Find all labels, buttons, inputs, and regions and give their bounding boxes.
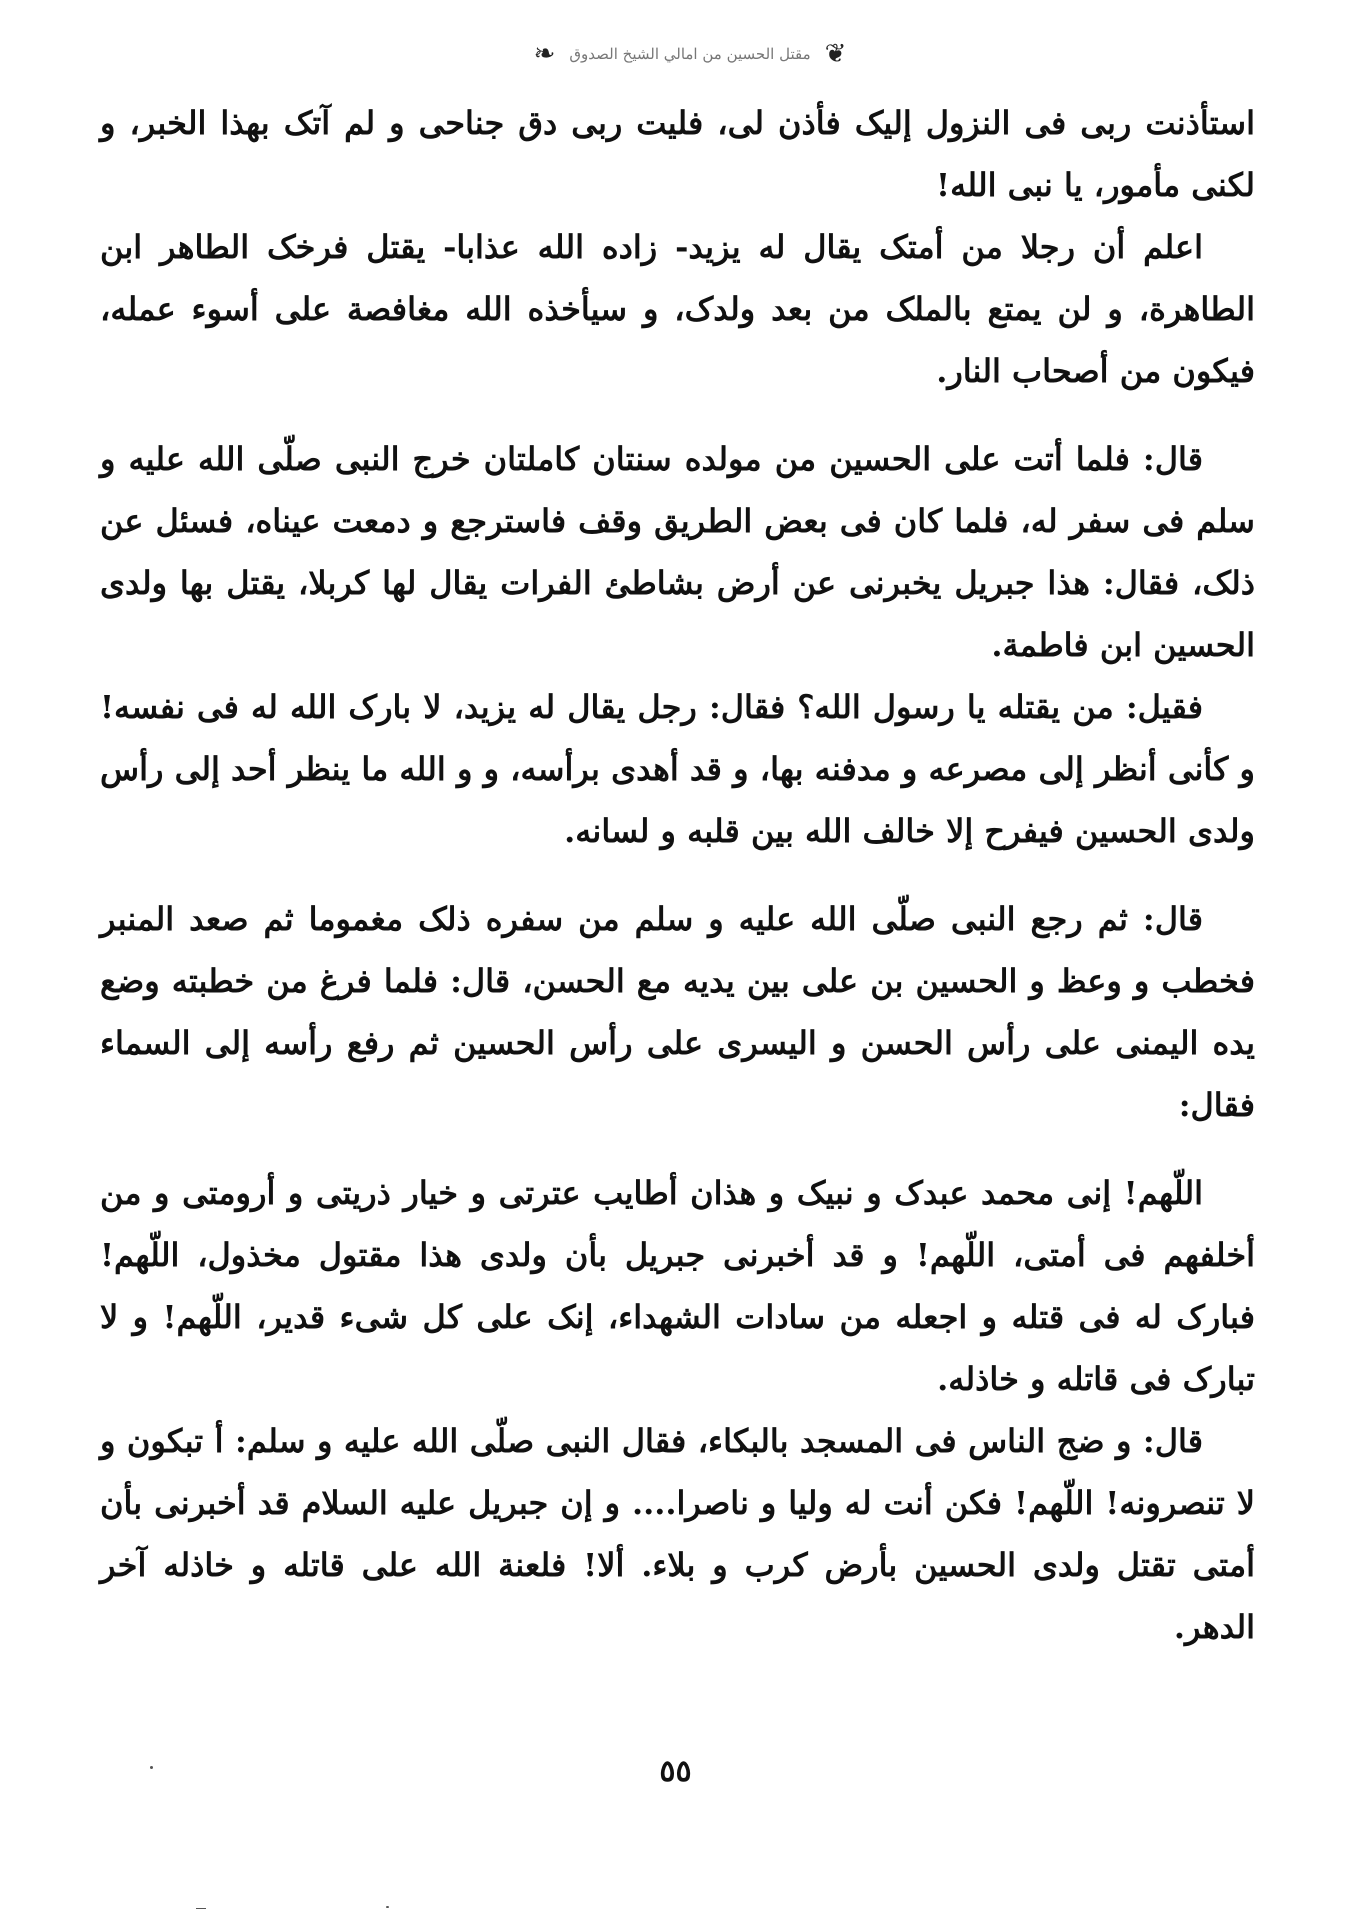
paragraph-gap [100, 402, 1255, 428]
paragraph-gap [100, 1136, 1255, 1162]
paragraph: اعلم أن رجلا من أمتک یقال له یزید- زاده الله عذابا- یقتل فرخک الطاهر ابن الطاهرة، و لن یمتع بالملک من بعد ولدک، و سیأخذه الله مغافصة علی أسوء عمله، فیکون من أصحاب النار. [100, 228, 1256, 390]
paragraph: فقیل: من یقتله یا رسول الله؟ فقال: رجل یقال له یزید، لا بارک الله له فی نفسه! و کأنی أنظر إلی مصرعه و مدفنه بها، و قد أهدی برأسه، و و الله ما ینظر أحد إلی رأس ولدی الحسین فیفرح إلا خالف الله بین قلبه و لسانه. [100, 688, 1255, 850]
page-number: ٥٥ [659, 1754, 692, 1789]
ornament-icon: ❧ [533, 39, 556, 69]
running-header [470, 36, 910, 72]
scan-speck [196, 1908, 206, 1909]
ornament-icon: ❦ [824, 39, 847, 69]
running-title: مقتل الحسين من امالي الشيخ الصدوق [569, 45, 811, 63]
scan-speck [386, 1906, 389, 1908]
scan-speck [150, 1766, 153, 1769]
paragraph-gap [100, 862, 1255, 888]
paragraph: قال: و ضج الناس فی المسجد بالبکاء، فقال النبی صلّی الله علیه و سلم: أ تبکون و لا تنصرونه! اللّهم! فکن أنت له ولیا و ناصرا.... و إن جبریل علیه السلام قد أخبرنی بأن أمتی تقتل ولدی الحسین بأرض کرب و بلاء. ألا! فلعنة الله علی قاتله و خاذله آخر الدهر. [100, 1422, 1255, 1646]
paragraph: قال: فلما أتت علی الحسین من مولده سنتان کاملتان خرج النبی صلّی الله علیه و سلم فی سفر له، فلما کان فی بعض الطریق وقف فاسترجع و دمعت عیناه، فسئل عن ذلک، فقال: هذا جبریل یخبرنی عن أرض بشاطئ الفرات یقال لها کربلا، یقتل بها ولدی الحسین ابن فاطمة. [100, 440, 1255, 664]
paragraph: اللّهم! إنی محمد عبدک و نبیک و هذان أطایب عترتی و خیار ذریتی و أرومتی و من أخلفهم فی أمتی، اللّهم! و قد أخبرنی جبریل بأن ولدی هذا مقتول مخذول، اللّهم! فبارک له فی قتله و اجعله من سادات الشهداء، إنک علی کل شیء قدیر، اللّهم! و لا تبارک فی قاتله و خاذله. [100, 1174, 1256, 1398]
body-text [100, 92, 1255, 1658]
paragraph: قال: ثم رجع النبی صلّی الله علیه و سلم من سفره ذلک مغموما ثم صعد المنبر فخطب و وعظ و الحسین بن علی بین یدیه مع الحسن، قال: فلما فرغ من خطبته وضع یده الیمنی علی رأس الحسن و الیسری علی رأس الحسین ثم رفع رأسه إلی السماء فقال: [100, 900, 1256, 1124]
paragraph: استأذنت ربی فی النزول إلیک فأذن لی، فلیت ربی دق جناحی و لم آتک بهذا الخبر، و لکنی مأمور، یا نبی الله! [100, 104, 1255, 204]
